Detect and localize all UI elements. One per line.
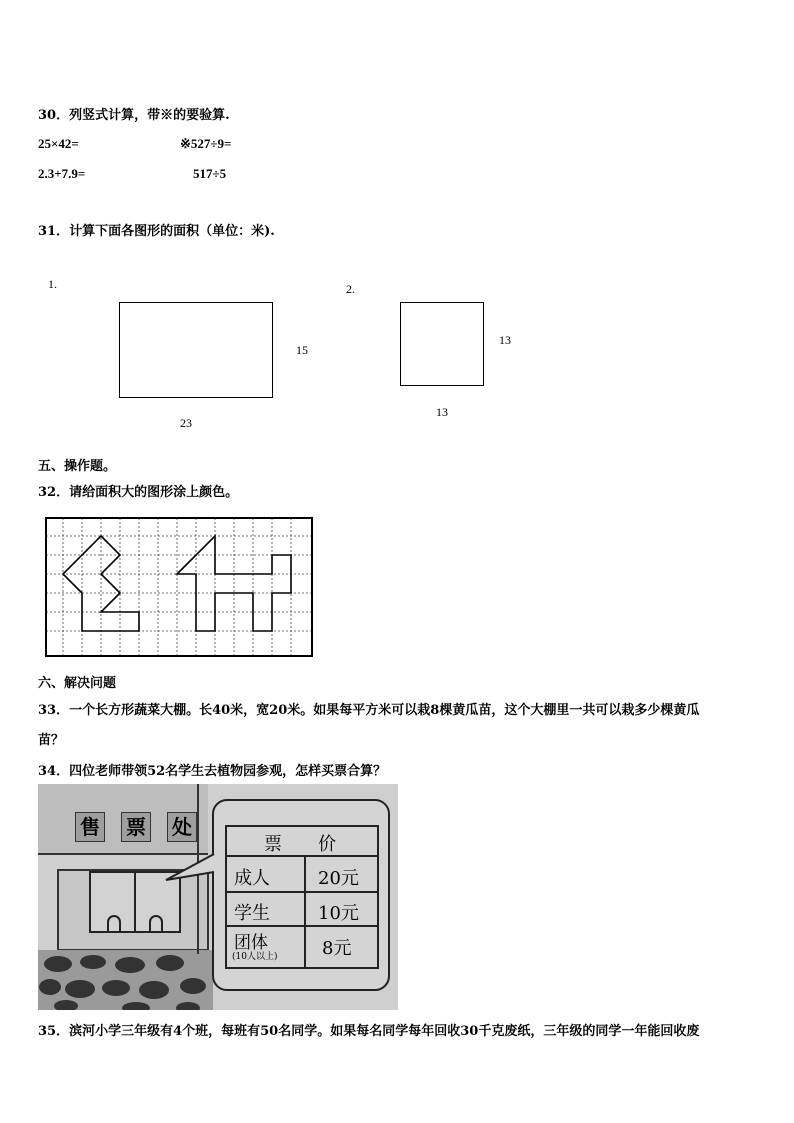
fig2-number: 2. [346,282,355,296]
q33-line-2: 苗？ [38,733,65,748]
row-student-price: 10元 [318,903,359,924]
q31-title: 31．计算下面各图形的面积（单位：米). [38,224,275,239]
fig2-bottom-label: 13 [436,405,448,419]
grid-figures [44,516,314,658]
rectangle-figure [119,302,273,398]
section-5-heading: 五、操作题。 [38,459,117,474]
q30-title: 30．列竖式计算，带※的要验算. [38,108,230,123]
fig1-number: 1. [48,277,57,291]
row-group-note: (10人以上) [232,952,278,962]
q30-expr-3: 2.3+7.9= [38,166,86,181]
price-table-header: 票 价 [264,834,336,855]
fig2-side-label: 13 [499,333,511,347]
q32-title: 32．请给面积大的图形涂上颜色。 [38,485,239,500]
square-figure [400,302,484,386]
ticket-office-illustration [38,784,398,1010]
sign-char-1: 售 [75,812,105,842]
q33-line-1: 33．一个长方形蔬菜大棚。长40米，宽20米。如果每平方米可以栽8棵黄瓜苗，这个大棚里一共可以栽多少棵黄瓜 [38,703,700,718]
row-adult-price: 20元 [318,868,359,889]
q30-expr-1: 25×42= [38,136,79,151]
row-adult-label: 成人 [234,868,270,889]
q35-line-1: 35．滨河小学三年级有4个班，每班有50名同学。如果每名同学每年回收30千克废纸，三年级的同学一年能回收废 [38,1024,700,1039]
fig1-side-label: 15 [296,343,308,357]
section-6-heading: 六、解决问题 [38,676,117,691]
q34-title: 34．四位老师带领52名学生去植物园参观，怎样买票合算？ [38,764,387,779]
fig1-bottom-label: 23 [180,416,192,430]
row-student-label: 学生 [234,903,270,924]
q30-expr-2: ※527÷9= [180,136,232,151]
row-group-price: 8元 [322,938,352,959]
row-group-label: 团体 [234,933,268,953]
sign-char-3: 处 [167,812,197,842]
q30-expr-4: 517÷5 [193,166,227,181]
sign-char-2: 票 [121,812,151,842]
